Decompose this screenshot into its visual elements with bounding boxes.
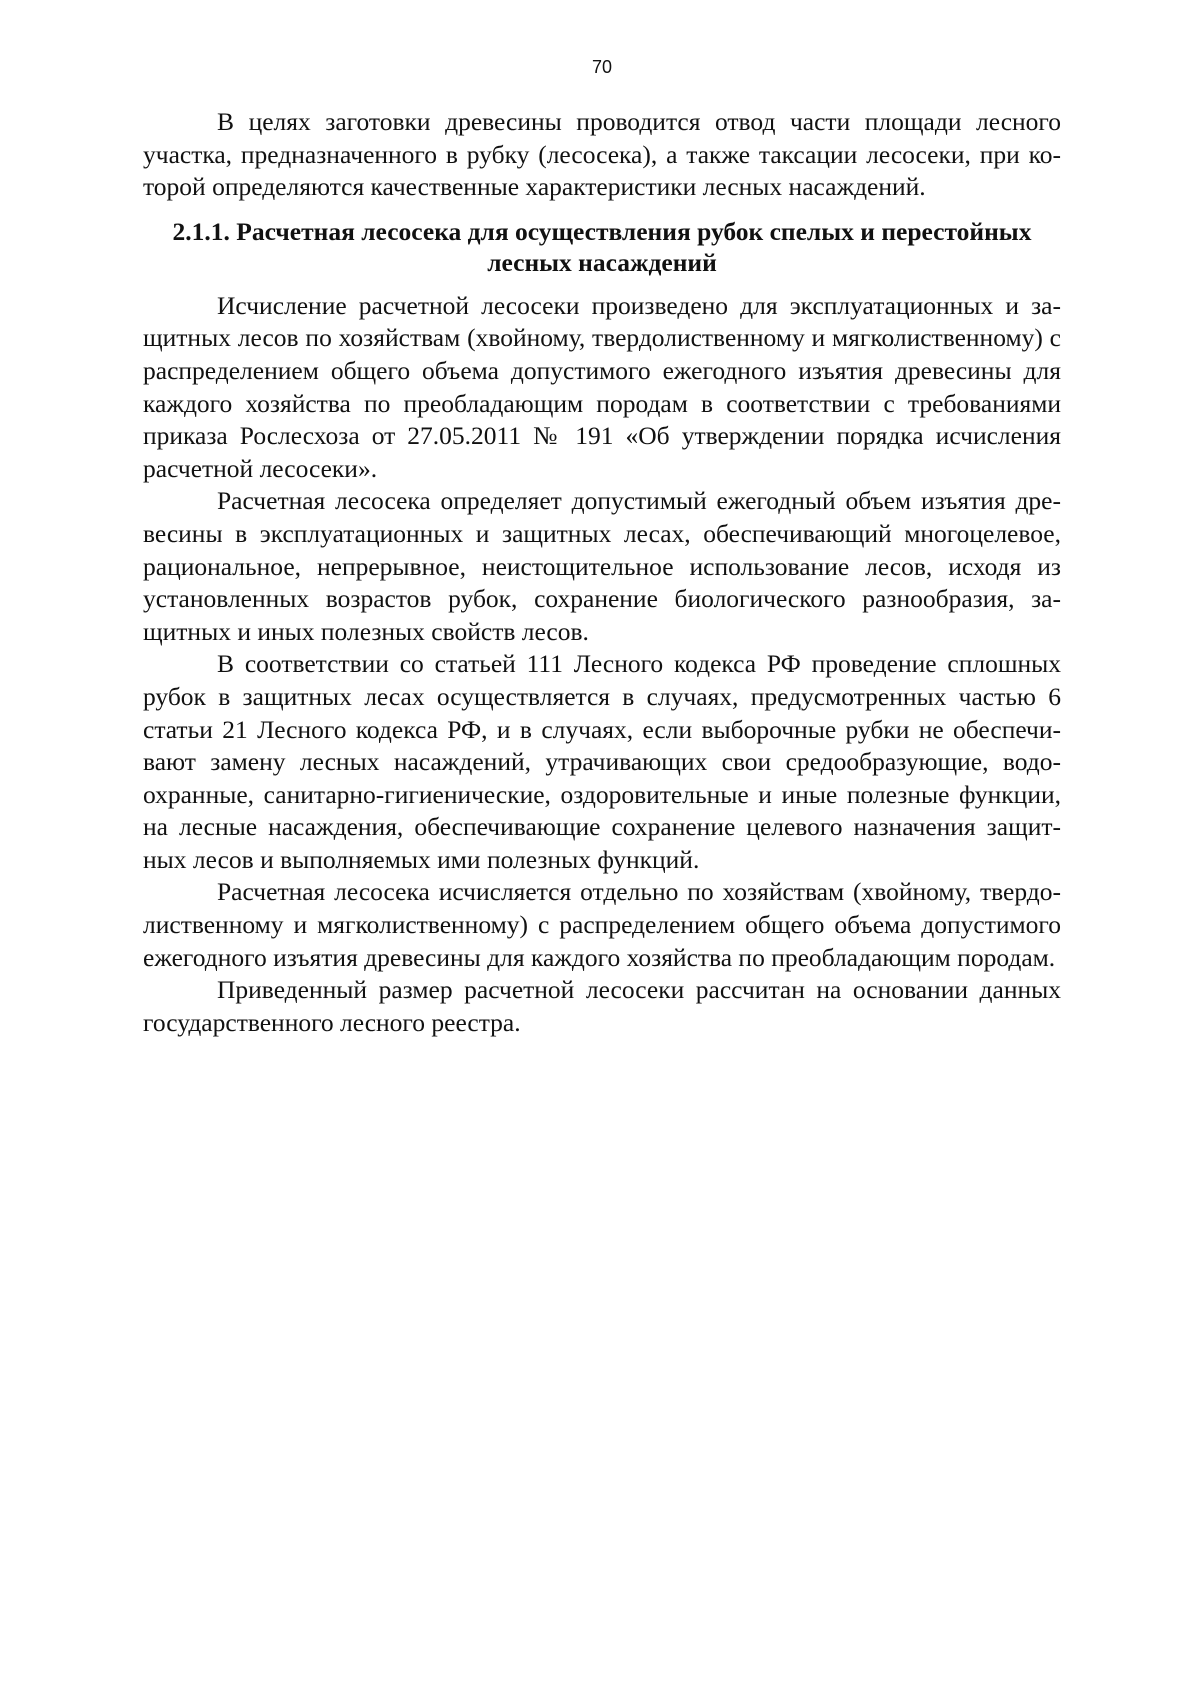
body-paragraph-5: Приведенный размер расчетной лесосеки рассчитан на основании данных государственного лесного реестра.	[143, 975, 1061, 1037]
intro-paragraph: В целях заготовки древесины проводится отвод части площади лесного участка, предназначенного в рубку (лесосека), а также таксации лесосеки, при которой определяются качественные характеристики лесных насаждений.	[143, 107, 1061, 202]
section-heading	[143, 216, 1061, 278]
body-paragraph-3: В соответствии со статьей 111 Лесного кодекса РФ проведение сплошных рубок в защитных лесах осуществляется в случаях, предусмотренных частью 6 статьи 21 Лесного кодекса РФ, и в случаях, если выборочные рубки не обеспечивают замену лесных насаждений, утрачивающих свои средообразующие, водоохранные, санитарно-гигиенические, оздоровительные и иные полезные функции, на лесные насаждения, обеспечивающие сохранение целевого назначения защитных лесов и выполняемых ими полезных функций.	[143, 649, 1061, 874]
body-paragraph-4: Расчетная лесосека исчисляется отдельно по хозяйствам (хвойному, твердолиственному и мягколиственному) с распределением общего объема допустимого ежегодного изъятия древесины для каждого хозяйства по преобладающим породам.	[143, 877, 1061, 972]
body-paragraph-1: Исчисление расчетной лесосеки произведено для эксплуатационных и защитных лесов по хозяйствам (хвойному, твердолиственному и мягколиственному) с распределением общего объема допустимого ежегодного изъятия древесины для каждого хозяйства по преобладающим породам в соответствии с требованиями приказа Рослесхоза от 27.05.2011 № 191 «Об утверждении порядка исчисления расчетной лесосеки».	[143, 290, 1061, 483]
section-heading-line-2: лесных насаждений	[487, 247, 717, 277]
body-paragraph-2: Расчетная лесосека определяет допустимый ежегодный объем изъятия древесины в эксплуатационных и защитных лесах, обеспечивающий многоцелевое, рациональное, непрерывное, неистощительное использование лесов, исходя из установленных возрастов рубок, сохранение биологического разнообразия, защитных и иных полезных свойств лесов.	[143, 486, 1061, 646]
section-heading-line-1: 2.1.1. Расчетная лесосека для осуществления рубок спелых и перестойных	[172, 216, 1032, 246]
page-number: 70	[591, 57, 613, 77]
